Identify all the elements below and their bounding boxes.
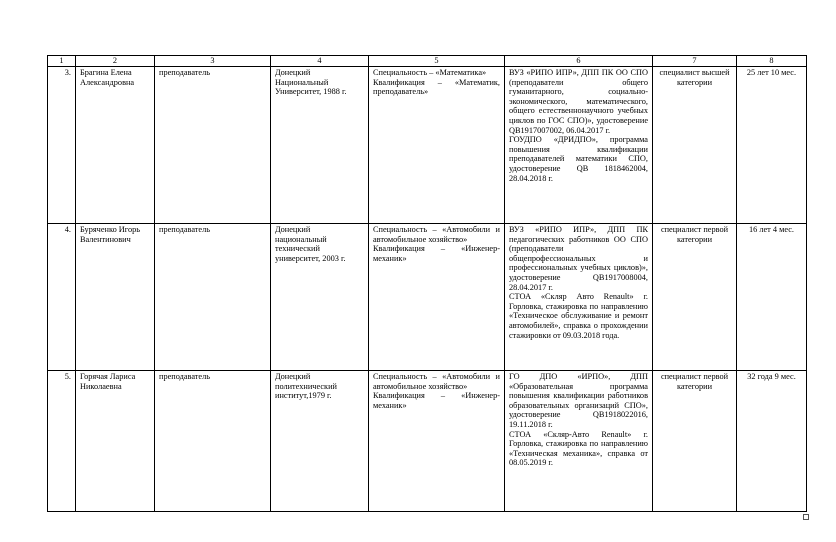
header-cell: 7 [653,56,737,67]
row-number: 4. [48,224,76,371]
teacher-name: Горячая Лариса Николаевна [76,371,155,512]
training-cell [505,371,653,512]
experience-cell: 16 лет 4 мес. [737,224,807,371]
teacher-name: Брагина Елена Александровна [76,67,155,224]
header-cell: 4 [271,56,369,67]
table-row [48,224,807,371]
training-cell [505,224,653,371]
header-cell: 6 [505,56,653,67]
position-cell: преподаватель [155,371,271,512]
specialty-text: Специальность – «Математика» [373,68,487,77]
row-number: 3. [48,67,76,224]
category-cell: специалист высшей категории [653,67,737,224]
table-row [48,371,807,512]
header-cell: 8 [737,56,807,67]
table-row [48,67,807,224]
row-number: 5. [48,371,76,512]
header-cell: 5 [369,56,505,67]
position-cell: преподаватель [155,67,271,224]
education-cell: Донецкий политехнический институт,1979 г. [271,371,369,512]
category-cell: специалист первой категории [653,224,737,371]
training-entry: ВУЗ «РИПО ИПР», ДПП ПК педагогических работников ОО СПО (преподаватели общепрофессиональных и профессиональных учебных циклов)», удостоверение QB1917008004, 28.04.2017 г. [509,225,648,292]
training-entry: СТОА «Скляр-Авто Renault» г. Горловка, стажировка по направлению «Техническая механика», справка от 08.05.2019 г. [509,429,648,468]
header-cell: 2 [76,56,155,67]
qualification-text: Квалификация – «Инженер-механик» [373,391,500,410]
teacher-name: Буряченко Игорь Валентинович [76,224,155,371]
education-cell: Донецкий Национальный Университет, 1988 г. [271,67,369,224]
specialty-cell [369,67,505,224]
position-cell: преподаватель [155,224,271,371]
specialty-cell [369,224,505,371]
category-cell: специалист первой категории [653,371,737,512]
qualification-text: Квалификация – «Инженер-механик» [373,244,500,263]
experience-cell: 32 года 9 мес. [737,371,807,512]
specialty-cell [369,371,505,512]
table-resize-handle[interactable] [803,514,809,520]
specialty-text: Специальность – «Автомобили и автомобильное хозяйство» [373,225,500,244]
header-cell: 3 [155,56,271,67]
staff-table [47,55,807,512]
header-cell: 1 [48,56,76,67]
training-entry: СТОА «Скляр Авто Renault» г. Горловка, стажировка по направлению «Техническое обслуживание и ремонт автомобилей», справка о прохождении стажировки от 09.03.2018 года. [509,292,648,340]
qualification-text: Квалификация – «Математик, преподаватель» [373,77,500,97]
experience-cell: 25 лет 10 мес. [737,67,807,224]
training-entry: ГОУДПО «ДРИДПО», программа повышения квалификации преподавателей математики СПО, удостоверение QB 1818462004, 28.04.2018 г. [509,135,648,183]
education-cell: Донецкий национальный технический университет, 2003 г. [271,224,369,371]
training-entry: ВУЗ «РИПО ИПР», ДПП ПК ОО СПО (преподаватели общего гуманитарного, социально-экономического, математического, общего естественнонаучного учебных циклов по ГОС СПО)», удостоверение QB1917007002, 06.04.2017 г. [509,68,648,135]
specialty-text: Специальность – «Автомобили и автомобильное хозяйство» [373,372,500,391]
training-entry: ГО ДПО «ИРПО», ДПП «Образовательная программа повышения квалификации работников образовательных организаций СПО», удостоверение QB1918022016, 19.11.2018 г. [509,372,648,429]
training-cell [505,67,653,224]
header-row [48,56,807,67]
